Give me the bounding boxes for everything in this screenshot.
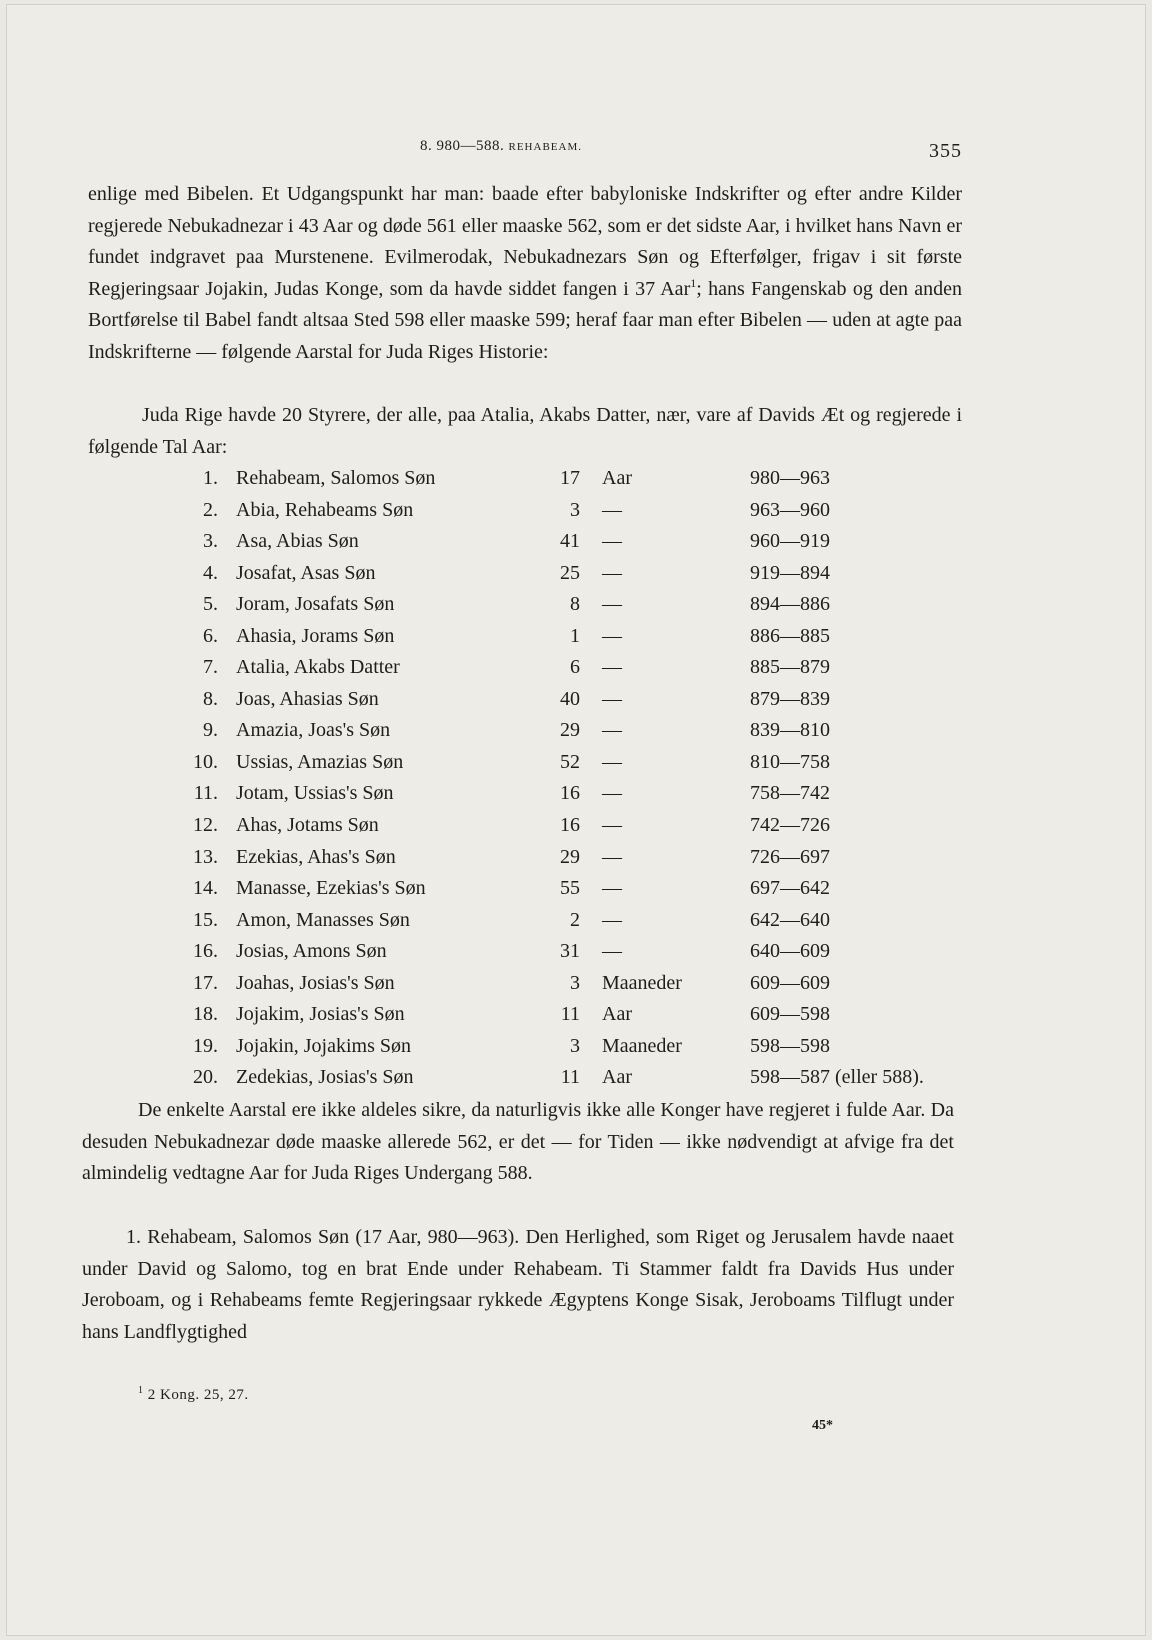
reign-years: 742—726 [750,814,830,837]
ruler-name: Jojakim, Josias's Søn [236,1003,405,1026]
reign-years: 726—697 [750,845,830,868]
table-row [180,1031,980,1063]
reign-unit: Aar [602,1066,632,1089]
reign-unit: — [602,561,622,584]
ruler-name: Joas, Ahasias Søn [236,687,379,710]
table-row [180,495,980,527]
ruler-number: 8. [203,687,218,710]
reign-duration: 3 [570,498,580,521]
running-head [420,138,582,155]
ruler-name: Joahas, Josias's Søn [236,971,395,994]
ruler-number: 9. [203,719,218,742]
ruler-number: 15. [193,908,218,931]
ruler-name: Amazia, Joas's Søn [236,719,391,742]
reign-unit: — [602,750,622,773]
reign-years: 886—885 [750,624,830,647]
paragraph-uncertainty-note: De enkelte Aarstal ere ikke aldeles sikre, da naturligvis ikke alle Konger have regjeret i fulde Aar. Da desuden Nebukadnezar døde maaske allerede 562, er det — for Tiden — ikke nødvendigt at afvige fra det almindelig vedtagne Aar for Juda Riges Undergang 588. [82,1099,954,1185]
reign-unit: — [602,782,622,805]
reign-years: 598—587 (eller 588). [750,1066,924,1089]
ruler-name: Josias, Amons Søn [236,940,387,963]
reign-unit: — [602,908,622,931]
reign-years: 963—960 [750,498,830,521]
reign-years: 609—609 [750,971,830,994]
table-row [180,747,980,779]
page-number: 355 [929,140,962,162]
footnote [138,1385,249,1404]
reign-unit: — [602,593,622,616]
table-row [180,526,980,558]
reign-duration: 52 [560,750,580,773]
table-row [180,842,980,874]
reign-years: 640—609 [750,940,830,963]
ruler-number: 19. [193,1034,218,1057]
reign-duration: 41 [560,530,580,553]
ruler-number: 18. [193,1003,218,1026]
reign-unit: Aar [602,1003,632,1026]
table-row [180,873,980,905]
reign-duration: 29 [560,845,580,868]
reign-years: 894—886 [750,593,830,616]
reign-duration: 3 [570,1034,580,1057]
ruler-name: Amon, Manasses Søn [236,908,410,931]
footnote-text: 2 Kong. 25, 27. [147,1387,249,1403]
table-row [180,558,980,590]
table-row [180,905,980,937]
ruler-name: Atalia, Akabs Datter [236,656,400,679]
reign-duration: 16 [560,814,580,837]
ruler-name: Ussias, Amazias Søn [236,750,404,773]
reign-years: 810—758 [750,750,830,773]
footnote-mark: 1 [138,1385,144,1396]
reign-unit: — [602,814,622,837]
reign-duration: 16 [560,782,580,805]
reign-unit: — [602,498,622,521]
ruler-number: 16. [193,940,218,963]
table-row [180,589,980,621]
ruler-number: 5. [203,593,218,616]
rulers-table [180,463,980,1094]
reign-years: 598—598 [750,1034,830,1057]
running-head-title: REHABEAM. [508,141,582,153]
ruler-name: Manasse, Ezekias's Søn [236,877,426,900]
ruler-number: 4. [203,561,218,584]
reign-duration: 29 [560,719,580,742]
reign-unit: — [602,940,622,963]
ruler-name: Abia, Rehabeams Søn [236,498,414,521]
ruler-number: 6. [203,624,218,647]
reign-years: 885—879 [750,656,830,679]
paragraph-chronology-intro [88,179,962,369]
table-row [180,999,980,1031]
ruler-name: Ahasia, Jorams Søn [236,624,395,647]
reign-years: 609—598 [750,1003,830,1026]
table-row [180,652,980,684]
reign-years: 839—810 [750,719,830,742]
ruler-name: Rehabeam, Salomos Søn [236,467,436,489]
reign-duration: 25 [560,561,580,584]
table-row [180,463,980,495]
paragraph-rulers-intro: Juda Rige havde 20 Styrere, der alle, paa Atalia, Akabs Datter, nær, vare af Davids Æt og regjerede i følgende Tal Aar: [88,404,962,458]
ruler-name: Joram, Josafats Søn [236,593,395,616]
ruler-number: 20. [193,1066,218,1089]
ruler-number: 12. [193,814,218,837]
reign-duration: 6 [570,656,580,679]
reign-unit: — [602,845,622,868]
reign-years: 758—742 [750,782,830,805]
footnote-reference: 1 [690,275,697,290]
reign-duration: 55 [560,877,580,900]
paragraph-text-before-footnote: enlige med Bibelen. Et Udgangspunkt har man: baade efter babyloniske Indskrifter og efter andre Kilder regjerede Nebukadnezar i 43 Aar og døde 561 eller maaske 562, som er det sidste Aar, i hvilket hans Navn er fundet indgravet paa Murstenene. Evilmerodak, Nebukadnezars Søn og Efterfølger, frigav i sit første Regjeringsaar Jojakin, Judas Konge, som da havde siddet fangen i 37 Aar [88,183,962,300]
ruler-name: Jojakin, Jojakims Søn [236,1034,412,1057]
ruler-name: Jotam, Ussias's Søn [236,782,394,805]
reign-duration: 2 [570,908,580,931]
reign-duration: 8 [570,593,580,616]
table-row [180,810,980,842]
reign-unit: — [602,624,622,647]
reign-unit: — [602,656,622,679]
reign-years: 980—963 [750,467,830,489]
reign-duration: 11 [560,1066,580,1089]
table-row [180,1062,980,1094]
reign-years: 960—919 [750,530,830,553]
reign-duration: 40 [560,687,580,710]
table-row [180,968,980,1000]
table-row [180,715,980,747]
ruler-name: Ahas, Jotams Søn [236,814,379,837]
reign-years: 919—894 [750,561,830,584]
running-head-prefix: 8. 980—588. [420,138,505,154]
reign-years: 697—642 [750,877,830,900]
table-row [180,936,980,968]
reign-unit: — [602,719,622,742]
ruler-number: 10. [193,750,218,773]
reign-duration: 1 [570,624,580,647]
ruler-number: 14. [193,877,218,900]
paragraph-text-after-footnote: ; hans Fangenskab og den anden Bortførelse til Babel fandt altsaa Sted 598 eller maaske 599; heraf faar man efter Bibelen — uden at agte paa Indskrifterne — følgende Aarstal for Juda Riges Historie: [88,277,962,363]
reign-duration: 3 [570,971,580,994]
reign-unit: Maaneder [602,971,682,994]
reign-unit: — [602,687,622,710]
reign-duration: 31 [560,940,580,963]
reign-years: 879—839 [750,687,830,710]
ruler-number: 17. [193,971,218,994]
ruler-name: Asa, Abias Søn [236,530,359,553]
ruler-number: 13. [193,845,218,868]
ruler-number: 11. [193,782,218,805]
page-header [0,138,1152,162]
ruler-number: 3. [203,530,218,553]
ruler-name: Ezekias, Ahas's Søn [236,845,396,868]
ruler-number: 2. [203,498,218,521]
table-row [180,621,980,653]
signature-mark: 45* [812,1418,833,1433]
reign-unit: Aar [602,467,632,489]
reign-duration: 17 [560,467,580,489]
table-row [180,684,980,716]
reign-unit: — [602,530,622,553]
reign-duration: 11 [560,1003,580,1026]
table-row [180,778,980,810]
ruler-number: 7. [203,656,218,679]
ruler-name: Zedekias, Josias's Søn [236,1066,414,1089]
reign-unit: — [602,877,622,900]
ruler-number: 1. [203,467,218,489]
reign-unit: Maaneder [602,1034,682,1057]
ruler-name: Josafat, Asas Søn [236,561,376,584]
paragraph-rehabeam-section: 1. Rehabeam, Salomos Søn (17 Aar, 980—963). Den Herlighed, som Riget og Jerusalem havde naaet under David og Salomo, tog en brat Ende under Rehabeam. Ti Stammer faldt fra Davids Hus under Jeroboam, og i Rehabeams femte Regjeringsaar rykkede Ægyptens Konge Sisak, Jeroboams Tilflugt under hans Landflygtighed [82,1226,954,1343]
reign-years: 642—640 [750,908,830,931]
